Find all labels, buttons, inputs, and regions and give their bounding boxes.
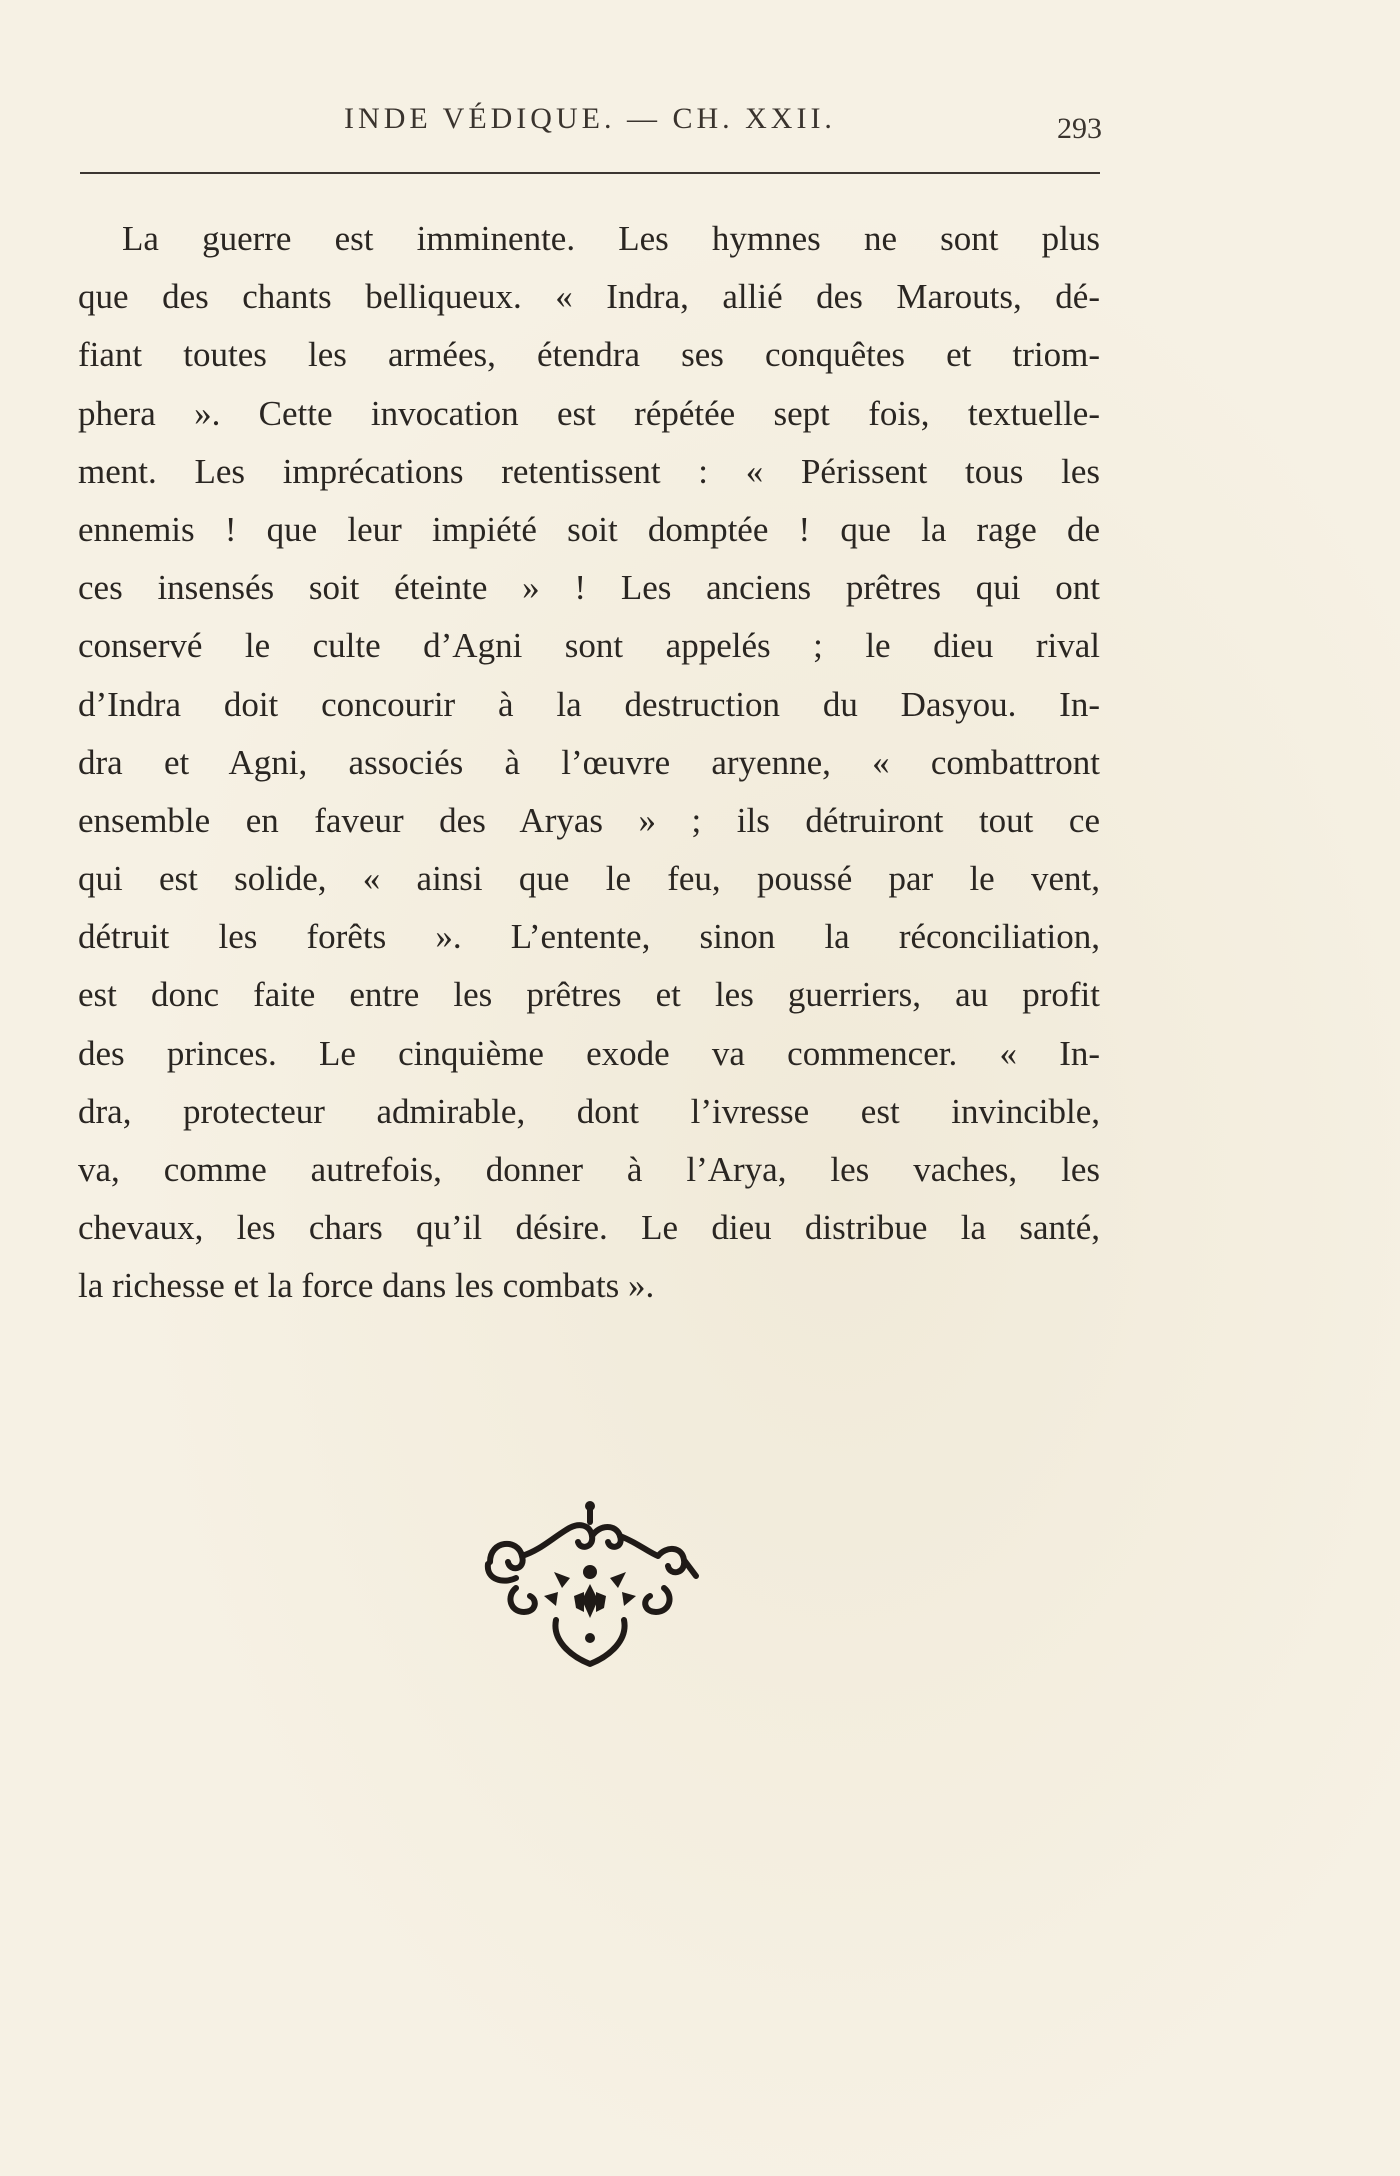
text-line: fiant toutes les armées, étendra ses conquêtes et triom- [78,335,1100,375]
text-line: va, comme autrefois, donner à l’Arya, les vaches, les [78,1150,1100,1189]
text-line: ces insensés soit éteinte » ! Les anciens prêtres qui ont [78,568,1100,608]
text-line: est donc faite entre les prêtres et les guerriers, au profit [78,975,1100,1015]
text-line: ennemis ! que leur impiété soit domptée ! que la rage de [78,509,1100,549]
header-rule [80,172,1100,174]
text-line: qui est solide, « ainsi que le feu, poussé par le vent, [78,859,1100,899]
text-line: ment. Les imprécations retentissent : « Périssent tous les [78,451,1100,491]
running-head [80,102,1100,152]
text-line: détruit les forêts ». L’entente, sinon la réconciliation, [78,917,1100,957]
text-line: phera ». Cette invocation est répétée sept fois, textuelle- [78,393,1100,433]
text-line: la richesse et la force dans les combats ». [78,1266,655,1306]
text-line: ensemble en faveur des Aryas » ; ils détruiront tout ce [78,800,1100,840]
text-line: dra, protecteur admirable, dont l’ivresse est invincible, [78,1091,1100,1131]
fleuron-icon [470,1500,710,1680]
text-line: conservé le culte d’Agni sont appelés ; le dieu rival [78,626,1100,666]
text-line: d’Indra doit concourir à la destruction du Dasyou. In- [78,684,1100,724]
text-line: dra et Agni, associés à l’œuvre aryenne, « combattront [78,742,1100,782]
page-number: 293 [1057,112,1102,145]
text-line: que des chants belliqueux. « Indra, allié des Marouts, dé- [78,277,1100,317]
text-line: chevaux, les chars qu’il désire. Le dieu distribue la santé, [78,1208,1100,1248]
text-line: des princes. Le cinquième exode va commencer. « In- [78,1033,1100,1073]
body-paragraph [78,210,1100,1316]
text-line: La guerre est imminente. Les hymnes ne sont plus [122,219,1100,258]
running-title: INDE VÉDIQUE. — CH. XXII. [344,102,836,135]
